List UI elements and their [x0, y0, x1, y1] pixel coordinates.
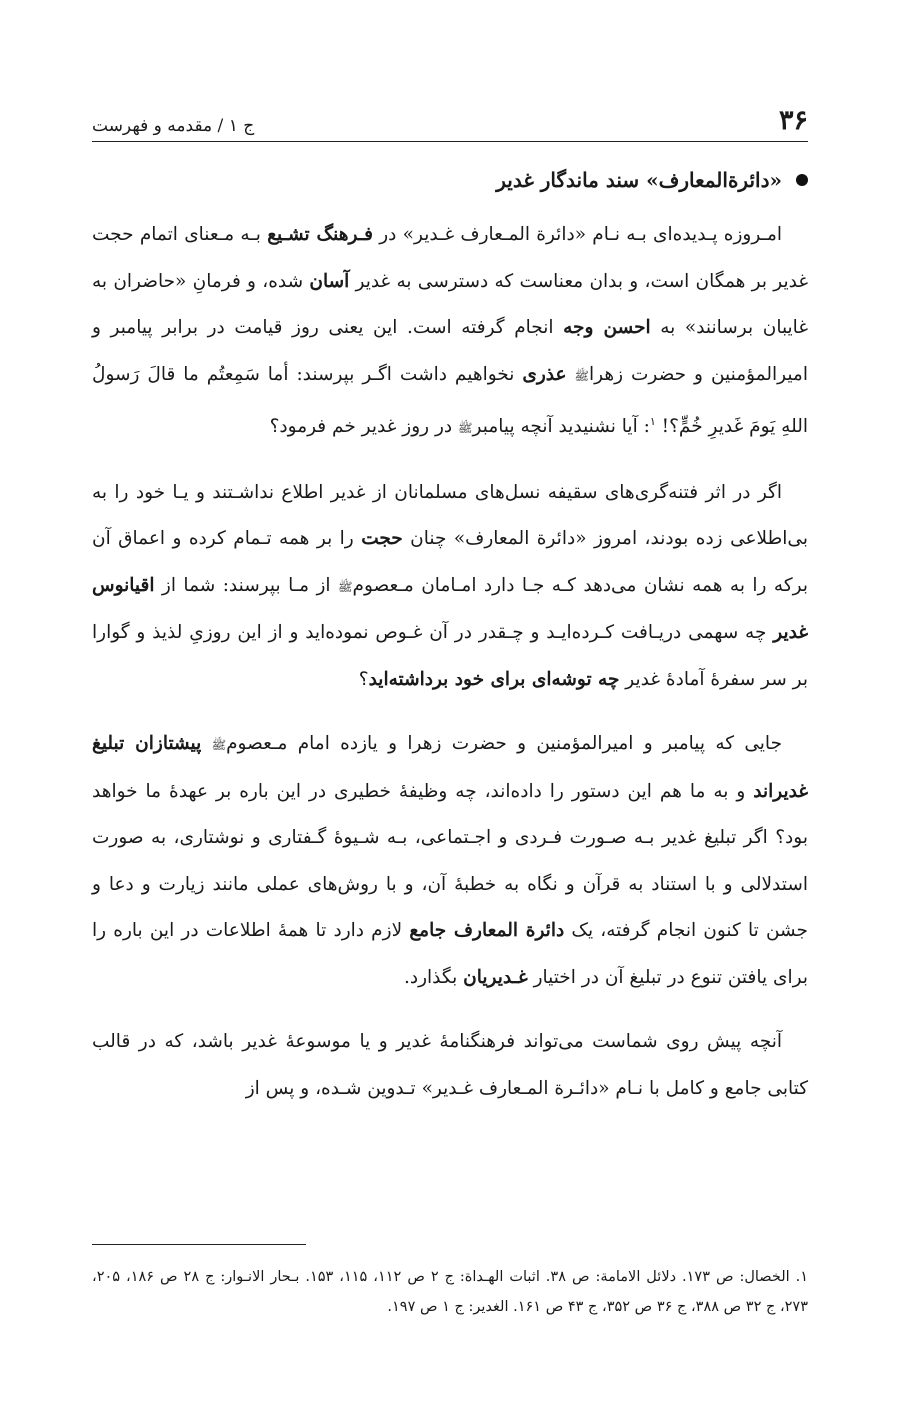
bold-term: احسن وجه [563, 317, 651, 338]
text-run: و به ما هم این دستور را داده‌اند، چه وظیفهٔ خطیری در این باره بر عهدهٔ ما خواهد بود؟ اگر تبلیغ غدیر بـه صـورت فـردی و اجـتماعی، بـه شـیوهٔ گـفتاری و نوشتاری، به صورت استدلالی و با استناد به قرآن و نگاه به خطبهٔ آن، و با روش‌های عملی مانند زیارت و دعا و جشن تا کنون انجام گرفته، یک [92, 780, 808, 942]
bold-term: حجت [361, 528, 403, 550]
text-run: از مـا بپرسند: شما از [154, 574, 338, 596]
text-run: آنچه پیش روی شماست می‌تواند فرهنگنامهٔ غدیر و یا موسوعهٔ غدیر باشد، که در قالب کتابی جامع و کامل با نـام «دائـرة المـعارف غـدیر» تـدوین شـده، و پس از [92, 1031, 808, 1099]
text-run: را بر همه تـمام کرده و اعماق آن برکه را به همه نشان می‌دهد کـه جـا دارد امـامان مـعصوم [92, 528, 808, 596]
text-run: شده، و فرمانِ «حاضران به غایبان برسانند» به [92, 270, 808, 338]
bold-term: اقیانوس غدیر [92, 574, 808, 644]
bold-term: فـرهنگ تشـیع [267, 224, 373, 245]
text-run: بگذارد. [403, 966, 464, 988]
honorific-symbol: ﷺ [211, 738, 227, 753]
bold-term: غـدیریان [463, 966, 528, 988]
header-divider [92, 141, 808, 142]
honorific-symbol: ﷺ [458, 421, 473, 436]
text-run: در روز غدیر خم فرمود؟ [269, 416, 459, 438]
body-text [92, 212, 808, 1130]
honorific-symbol: ﷺ [337, 579, 353, 594]
section-heading [92, 168, 808, 192]
text-run: اگر در اثر فتنه‌گری‌های سقیفه نسل‌های مسلمانان از غدیر اطلاع نداشـتند و یـا خود را به بی‌اطلاعی زده بودند، امروز «دائرة المعارف» چنان [92, 481, 808, 550]
page-number: ۳۶ [778, 105, 808, 136]
page-header [92, 96, 808, 136]
bold-term: آسان [309, 270, 350, 292]
bullet-icon [796, 174, 808, 186]
text-run: بـه مـعنای اتمام حجت غدیر بر همگان است، و بدان معناست که دسترسی به غدیر [92, 224, 808, 292]
bold-term: پیشتازان تبلیغ غدیراند [92, 733, 808, 802]
text-run: ؟ [358, 668, 369, 690]
bold-term: دائرة المعارف جامع [409, 920, 565, 942]
footnote-divider [92, 1244, 306, 1245]
footnote-ref[interactable]: ۱ [649, 415, 656, 428]
paragraph-1 [92, 212, 808, 452]
bold-term: عذری [522, 363, 567, 385]
text-run: : آیا نشنیدید آنچه پیامبر [472, 416, 650, 438]
text-run: لازم دارد تا همهٔ اطلاعات در این باره را برای یافتن تنوع در تبلیغ آن در اختیار [92, 920, 808, 988]
running-head: ج ۱ / مقدمه و فهرست [92, 116, 255, 136]
text-run: نخواهیم داشت اگـر بپرسند: أما سَمِعتُم ما قالَ رَسولُ اللهِ یَومَ غَدیرِ خُمٍّ؟! [92, 363, 808, 438]
text-run: امـروزه پـدیده‌ای بـه نـام «دائرة المـعارف غـدیر» در [372, 224, 782, 245]
paragraph-2 [92, 470, 808, 704]
footnote: ۱. الخصال: ص ۱۷۳. دلائل الامامة: ص ۳۸. اثبات الهـداة: ج ۲ ص ۱۱۲، ۱۱۵، ۱۵۳. بـحار الانـوار: ج ۲۸ ص ۱۸۶، ۲۰۵، ۲۷۳، ج ۳۲ ص ۳۸۸، ج ۳۶ ص ۳۵۲، ج ۴۳ ص ۱۶۱. الغدیر: ج ۱ ص ۱۹۷. [92, 1269, 809, 1315]
book-page [92, 0, 808, 1410]
paragraph-4 [92, 1019, 808, 1112]
section-heading-text: «دائرةالمعارف» سند ماندگار غدیر [496, 168, 782, 192]
text-run: انجام گرفته است. این یعنی روز قیامت در برابر پیامبر و امیرالمؤمنین و حضرت زهرا [92, 317, 808, 385]
bold-term: چه توشه‌ای برای خود برداشته‌اید [368, 668, 620, 690]
honorific-symbol: ﷺ [574, 368, 589, 383]
paragraph-3 [92, 721, 808, 1001]
text-run: جایی که پیامبر و امیرالمؤمنین و حضرت زهرا و یازده امام مـعصوم [226, 733, 783, 755]
text-run: چه سهمی دریـافت کـرده‌ایـد و چـقدر در آن غـوص نموده‌اید و از این روزیِ لذیذ و گوارا بر سر سفرهٔ آمادهٔ غدیر [92, 622, 808, 690]
